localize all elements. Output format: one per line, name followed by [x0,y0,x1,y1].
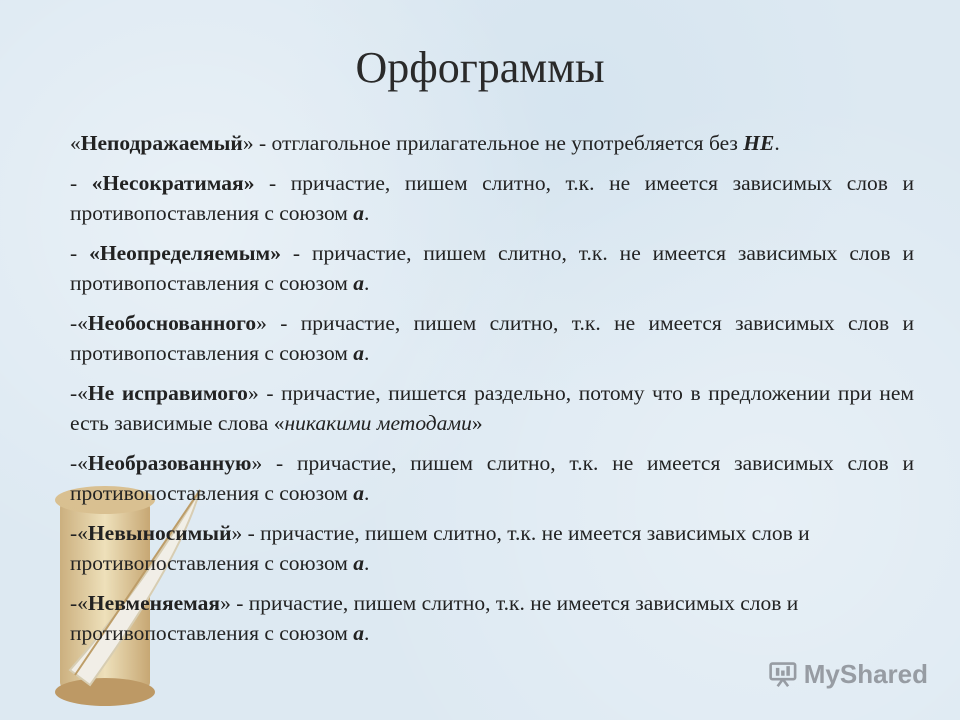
watermark-text: MyShared [803,658,928,689]
list-item: - «Несократимая» - причастие, пишем слитно, т.к. не имеется зависимых слов и противопоставления с союзом а. [70,171,914,225]
list-item: - «Неопределяемым» - причастие, пишем слитно, т.к. не имеется зависимых слов и противопоставления с союзом а. [70,241,914,295]
list-item: -«Не исправимого» - причастие, пишется раздельно, потому что в предложении при нем есть зависимые слова «никакими методами» [70,381,914,435]
list-item: -«Невменяемая» - причастие, пишем слитно, т.к. не имеется зависимых слов и противопоставления с союзом а. [70,591,799,645]
list-item: -«Невыносимый» - причастие, пишем слитно, т.к. не имеется зависимых слов и противопоставления с союзом а. [70,521,810,575]
presentation-icon [768,659,798,689]
list-item: -«Необразованную» - причастие, пишем слитно, т.к. не имеется зависимых слов и противопоставления с союзом а. [70,451,914,505]
list-item: -«Необоснованного» - причастие, пишем слитно, т.к. не имеется зависимых слов и противопоставления с союзом а. [70,311,914,365]
slide-title: Орфограммы [355,43,605,92]
content [70,128,914,658]
list-item: «Неподражаемый» - отглагольное прилагательное не употребляется без НЕ. [70,131,780,155]
watermark [768,656,928,692]
